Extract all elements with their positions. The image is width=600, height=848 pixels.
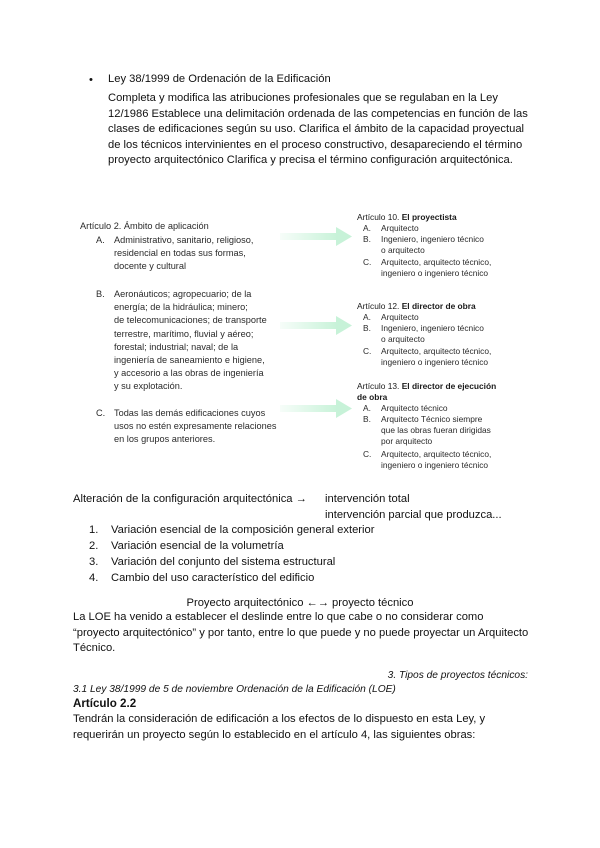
group-line: energía; de la hidráulica; minero; <box>114 302 248 313</box>
group-letter: A. <box>96 235 105 245</box>
art10-block <box>357 212 492 279</box>
paragraph-line: requerirán un proyecto según lo establecido en el artículo 4, las siguientes obras: <box>73 728 476 741</box>
arrow-a <box>280 227 352 246</box>
group-letter: C. <box>96 408 106 418</box>
item-line: ingeniero o ingeniero técnico <box>381 268 489 279</box>
item-letter: A. <box>363 312 371 322</box>
group-line: de telecomunicaciones; de transporte <box>114 315 267 326</box>
item-line: Arquitecto, arquitecto técnico, <box>381 449 492 459</box>
arrow-c <box>280 399 352 418</box>
item-line: Arquitecto técnico <box>381 403 448 413</box>
paragraph-line: La LOE ha venido a establecer el deslinde entre lo que cabe o no considerar como <box>73 611 484 623</box>
list-item <box>89 554 374 570</box>
item-line: Arquitecto Técnico siempre <box>381 414 483 424</box>
art12-block <box>357 301 492 368</box>
comparison-center: Proyecto arquitectónico ←→ proyecto técnico <box>186 597 414 609</box>
group-line: usos no estén expresamente relaciones <box>114 421 277 432</box>
group-line: y accesorio a las obras de ingeniería <box>114 368 264 379</box>
group-line: docente y cultural <box>114 261 187 272</box>
item-line: Ingeniero, ingeniero técnico <box>381 323 484 333</box>
list-text: Variación esencial de la volumetría <box>111 540 284 552</box>
intro-heading: Ley 38/1999 de Ordenación de la Edificación <box>108 73 331 85</box>
group-line: Aeronáuticos; agropecuario; de la <box>114 289 252 299</box>
list-item <box>89 570 374 586</box>
group-line: en los grupos anteriores. <box>114 434 216 445</box>
comparison-paragraph <box>73 610 528 657</box>
alteration-list <box>89 522 374 586</box>
alteration-option-partial: intervención parcial que produzca... <box>325 509 502 521</box>
item-letter: B. <box>363 234 371 244</box>
paragraph-line: Tendrán la consideración de edificación a los efectos de lo dispuesto en esta Ley, y <box>73 713 486 725</box>
group-line: y su explotación. <box>114 381 183 392</box>
item-letter: C. <box>363 257 372 267</box>
arrow-b <box>280 316 352 335</box>
item-line: Arquitecto, arquitecto técnico, <box>381 346 492 356</box>
article-heading: Artículo 2.2 <box>73 697 137 710</box>
list-number: 4. <box>89 572 99 584</box>
item-letter: C. <box>363 449 372 459</box>
paragraph-line: “proyecto arquitectónico” y por tanto, entre lo que puede y no puede proyectar un Arquitecto <box>73 626 529 639</box>
list-item <box>89 538 374 554</box>
item-line: Arquitecto <box>381 312 419 322</box>
intro-line: de los técnicos intervinientes en el proceso constructivo, desapareciendo el término <box>108 138 523 151</box>
item-line: o arquitecto <box>381 245 425 256</box>
item-line: o arquitecto <box>381 334 425 345</box>
alteration-option-total: intervención total <box>325 493 410 505</box>
intro-line: clases de edificaciones según su uso. Clarifica el ámbito de la capacidad proyectual <box>108 123 525 136</box>
group-letter: B. <box>96 289 105 299</box>
item-line: ingeniero o ingeniero técnico <box>381 460 489 471</box>
item-line: Ingeniero, ingeniero técnico <box>381 234 484 244</box>
list-number: 1. <box>89 524 99 536</box>
list-number: 2. <box>89 540 99 552</box>
item-line: por arquitecto <box>381 436 433 447</box>
intro-paragraph <box>108 91 548 169</box>
law-articles-figure <box>70 205 540 480</box>
alteration-label: Alteración de la configuración arquitectónica → <box>73 493 307 505</box>
group-line: Todas las demás edificaciones cuyos <box>114 408 266 418</box>
list-text: Variación del conjunto del sistema estructural <box>111 556 336 568</box>
item-letter: A. <box>363 223 371 233</box>
list-text: Variación esencial de la composición general exterior <box>111 524 375 536</box>
intro-line: Completa y modifica las atribuciones profesionales que se regulaban en la Ley <box>108 92 498 104</box>
art12-title: Artículo 12. El director de obra <box>357 301 476 311</box>
art2-title: Artículo 2. Ámbito de aplicación <box>80 221 209 231</box>
item-line: Arquitecto, arquitecto técnico, <box>381 257 492 267</box>
art13-title: Artículo 13. El director de ejecución <box>357 381 497 391</box>
group-line: ingeniería de saneamiento e higiene, <box>114 355 265 366</box>
item-letter: B. <box>363 414 371 424</box>
list-text: Cambio del uso característico del edificio <box>111 572 315 584</box>
item-line: que las obras fueran dirigidas <box>381 425 491 436</box>
intro-line: proyecto arquitectónico Clarifica y precisa el término configuración arquitectónica. <box>108 154 513 167</box>
section-heading: 3. Tipos de proyectos técnicos: <box>387 670 528 681</box>
group-line: terrestre, marítimo, fluvial y aéreo; <box>114 328 254 339</box>
group-line: residencial en todas sus formas, <box>114 248 246 259</box>
bullet-marker: • <box>89 74 93 86</box>
list-number: 3. <box>89 556 99 568</box>
intro-line: 12/1986 Establece una delimitación ordenada de las competencias en función de las <box>108 107 528 120</box>
art10-title: Artículo 10. El proyectista <box>357 212 457 222</box>
list-item <box>89 522 374 538</box>
section-paragraph <box>73 712 485 743</box>
item-letter: B. <box>363 323 371 333</box>
item-line: Arquitecto <box>381 223 419 233</box>
art13-block <box>357 381 497 471</box>
section-subheading: 3.1 Ley 38/1999 de 5 de noviembre Ordenación de la Edificación (LOE) <box>73 684 396 695</box>
group-line: forestal; industrial; naval; de la <box>114 341 239 352</box>
item-letter: A. <box>363 403 371 413</box>
group-line: Administrativo, sanitario, religioso, <box>114 235 254 245</box>
art13-title-cont: de obra <box>357 392 388 403</box>
paragraph-line: Técnico. <box>73 642 116 655</box>
item-line: ingeniero o ingeniero técnico <box>381 357 489 368</box>
item-letter: C. <box>363 346 372 356</box>
